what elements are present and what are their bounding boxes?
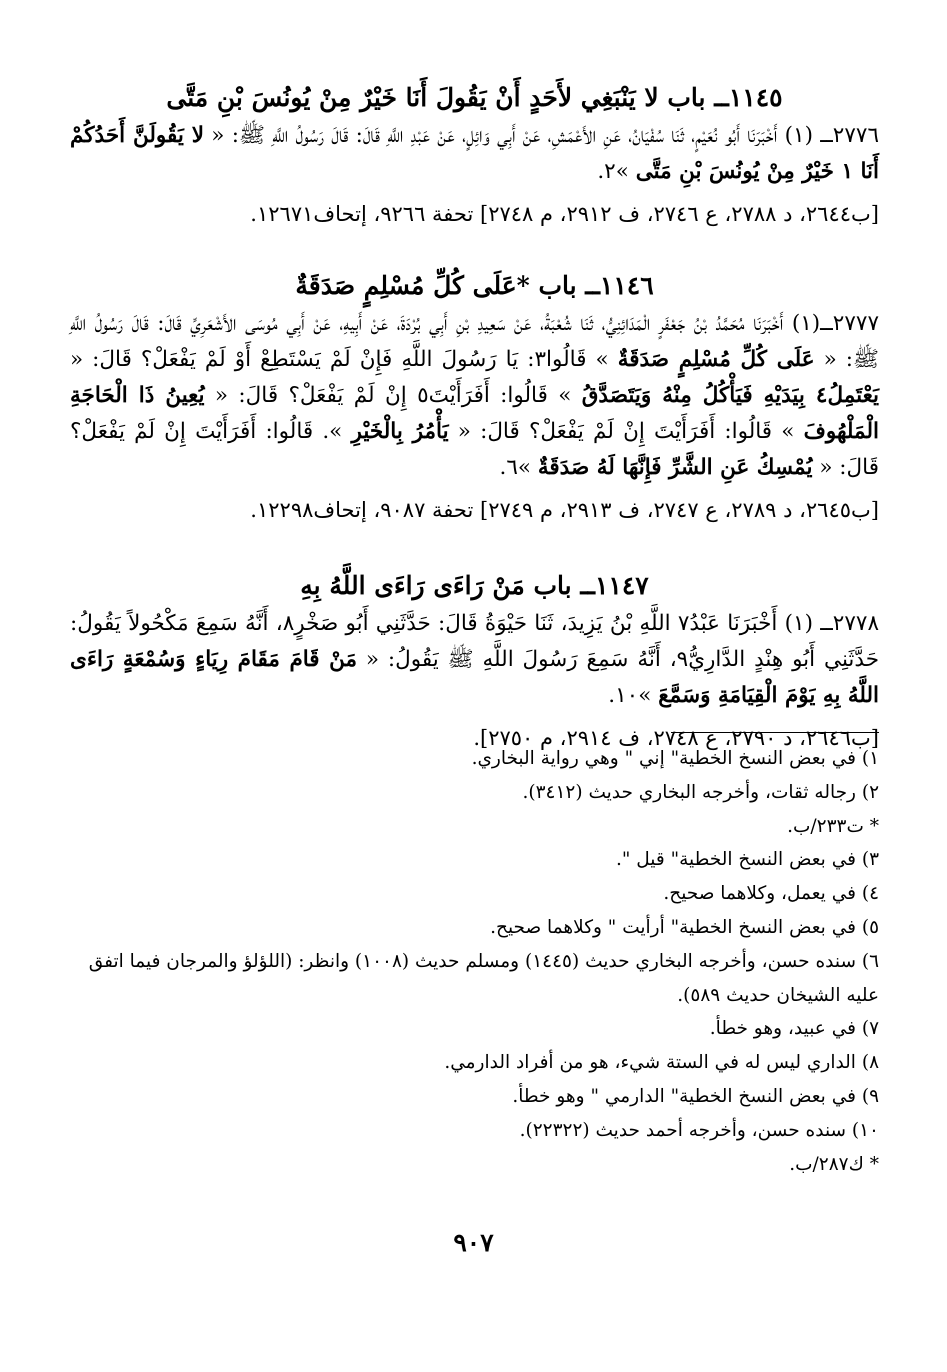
footnote: ٣) في بعض النسخ الخطية" قيل ". [616, 849, 879, 871]
prophetic-saying: يَأْمُرُ بِالْخَيْرِ [351, 419, 449, 444]
hadith-text: ٢٧٧٧ــ(١) أَخْبَرَنَا مُحَمَّدُ بْنُ جَعْفَرٍ الْمَدَائِنِيُّ، ثَنَا شُعْبَةُ، عَنْ سَعِيدِ بْنِ أَبِي بُرْدَةَ، عَنْ أَبِيهِ، عَنْ أَبِي مُوسَى الأَشْعَرِيِّ قَالَ: قَالَ رَسُولُ اللَّهِ ﷺ: « [70, 311, 879, 372]
prophetic-saying: يُمْسِكُ عَنِ الشَّرِّ فَإِنَّهَا لَهُ صَدَقَةٌ [537, 455, 813, 480]
footnote: ٨) الداري ليس له في الستة شيء، هو من أفراد الدارمي. [444, 1052, 879, 1074]
footnote: ٩) في بعض النسخ الخطية" الدارمي " وهو خطأ. [512, 1085, 879, 1107]
chapter-title: ١١٤٧ــ باب مَنْ رَاءَى رَاءَى اللَّهُ بِهِ [300, 571, 649, 600]
footnote: ٤) في يعمل، وكلاهما صحيح. [663, 883, 879, 905]
footnotes [70, 742, 879, 1181]
hadith-text: »٢. [597, 159, 636, 184]
footnote: ١) في بعض النسخ الخطية" إني " وهي رواية البخاري. [471, 748, 879, 769]
prophetic-saying: مَنْ قَامَ مَقَامَ رِيَاءٍ وَسُمْعَةٍ رَاءَى اللَّهُ بِهِ يَوْمَ الْقِيَامَةِ وَسَمَّعَ [70, 647, 879, 708]
chapter-title: ١١٤٦ــ باب *عَلَى كُلِّ مُسْلِمٍ صَدَقَةٌ [295, 271, 654, 300]
chapter-1147 [70, 566, 879, 756]
hadith-2776 [70, 118, 879, 190]
hadith-text: » قَالُوا٣: يَا رَسُولَ اللَّهِ فَإِنْ لَمْ يَسْتَطِعْ أَوْ لَمْ يَفْعَلْ؟ قَالَ: « [70, 347, 618, 372]
footnote: * ك٢٨٧/ب. [789, 1153, 879, 1175]
hadith-2778 [70, 606, 879, 714]
page-number: ٩٠٧ [453, 1228, 494, 1257]
hadith-text: ٢٧٧٨ــ (١) أَخْبَرَنَا عَبْدُ٧ اللَّهِ بْنُ يَزِيدَ، ثَنَا حَيْوَةُ قَالَ: حَدَّثَنِي أَبُو صَخْرٍ٨، أَنَّهُ سَمِعَ مَكْحُولاً يَقُولُ: حَدَّثَنِي أَبُو هِنْدٍ الدَّارِيُّ٩، أَنَّهُ سَمِعَ رَسُولَ اللَّهِ ﷺ يَقُولُ: « [70, 611, 879, 672]
footnote: * ت٢٣٣/ب. [787, 815, 879, 837]
footnote-divider [671, 732, 879, 733]
prophetic-saying: يَعْتَمِلُ٤ بِيَدَيْهِ فَيَأْكُلُ مِنْهُ وَيَتَصَدَّقُ [581, 383, 879, 408]
hadith-references: [ب٢٦٤٥، د ٢٧٨٩، ع ٢٧٤٧، ف ٢٩١٣، م ٢٧٤٩] تحفة ٩٠٨٧، إتحاف١٢٢٩٨. [250, 498, 879, 522]
footnote: ٧) في عبيد، وهو خطأ. [709, 1018, 879, 1040]
hadith-text: »١٠. [608, 683, 659, 708]
prophetic-saying: عَلَى كُلِّ مُسْلِمٍ صَدَقَةٌ [617, 347, 815, 372]
footnote: ٢) رجاله ثقات، وأخرجه البخاري حديث (٣٤١٢). [522, 781, 879, 803]
footnote: ٦) سنده حسن، وأخرجه البخاري حديث (١٤٤٥) ومسلم حديث (١٠٠٨) وانظر: (اللؤلؤ والمرجان فيما اتفق عليه الشيخان حديث ٥٨٩). [88, 950, 879, 1006]
hadith-references: [ب٢٦٤٤، د ٢٧٨٨، ع ٢٧٤٦، ف ٢٩١٢، م ٢٧٤٨] تحفة ٩٢٦٦، إتحاف١٢٦٧١. [250, 202, 879, 226]
prophetic-saying: لا يَقُولَنَّ أَحَدُكُمْ أَنَا ١ خَيْرٌ مِنْ يُونُسَ بْنِ مَتَّى [70, 123, 879, 184]
hadith-text: » قَالُوا: أَفَرَأَيْتَ٥ إِنْ لَمْ يَفْعَلْ؟ قَالَ: « [204, 383, 582, 408]
hadith-text: ». قَالُوا: أَفَرَأَيْتَ إِنْ لَمْ يَفْعَلْ؟ قَالَ: « [70, 419, 879, 480]
hadith-text: » قَالُوا: أَفَرَأَيْتَ إِنْ لَمْ يَفْعَلْ؟ قَالَ: « [448, 419, 804, 444]
page-body [70, 70, 879, 756]
chapter-title: ١١٤٥ــ باب لا يَنْبَغِي لأَحَدٍ أَنْ يَقُولَ أَنَا خَيْرٌ مِنْ يُونُسَ بْنِ مَتَّى [166, 83, 783, 112]
chapter-1146 [70, 266, 879, 528]
chapter-1145 [70, 78, 879, 232]
hadith-text: »٦. [499, 455, 538, 480]
hadith-references: [ب٢٦٤٦، د ٢٧٩٠، ع ٢٧٤٨، ف ٢٩١٤، م ٢٧٥٠]. [473, 726, 879, 750]
footnote: ١٠) سنده حسن، وأخرجه أحمد حديث (٢٢٣٢٢). [519, 1119, 879, 1141]
hadith-2777 [70, 306, 879, 486]
prophetic-saying: يُعِينُ ذَا الْحَاجَةِ الْمَلْهُوفَ [70, 383, 879, 444]
footnote: ٥) في بعض النسخ الخطية" أرأيت " وكلاهما صحيح. [490, 916, 879, 938]
hadith-text: ٢٧٧٦ــ (١) أَخْبَرَنَا أَبُو نُعَيْمٍ، ثَنَا سُفْيَانُ، عَنِ الأَعْمَشِ، عَنْ أَبِي وَائِلٍ، عَنْ عَبْدِ اللَّهِ قَالَ: قَالَ رَسُولُ اللَّهِ ﷺ: « [204, 123, 879, 148]
